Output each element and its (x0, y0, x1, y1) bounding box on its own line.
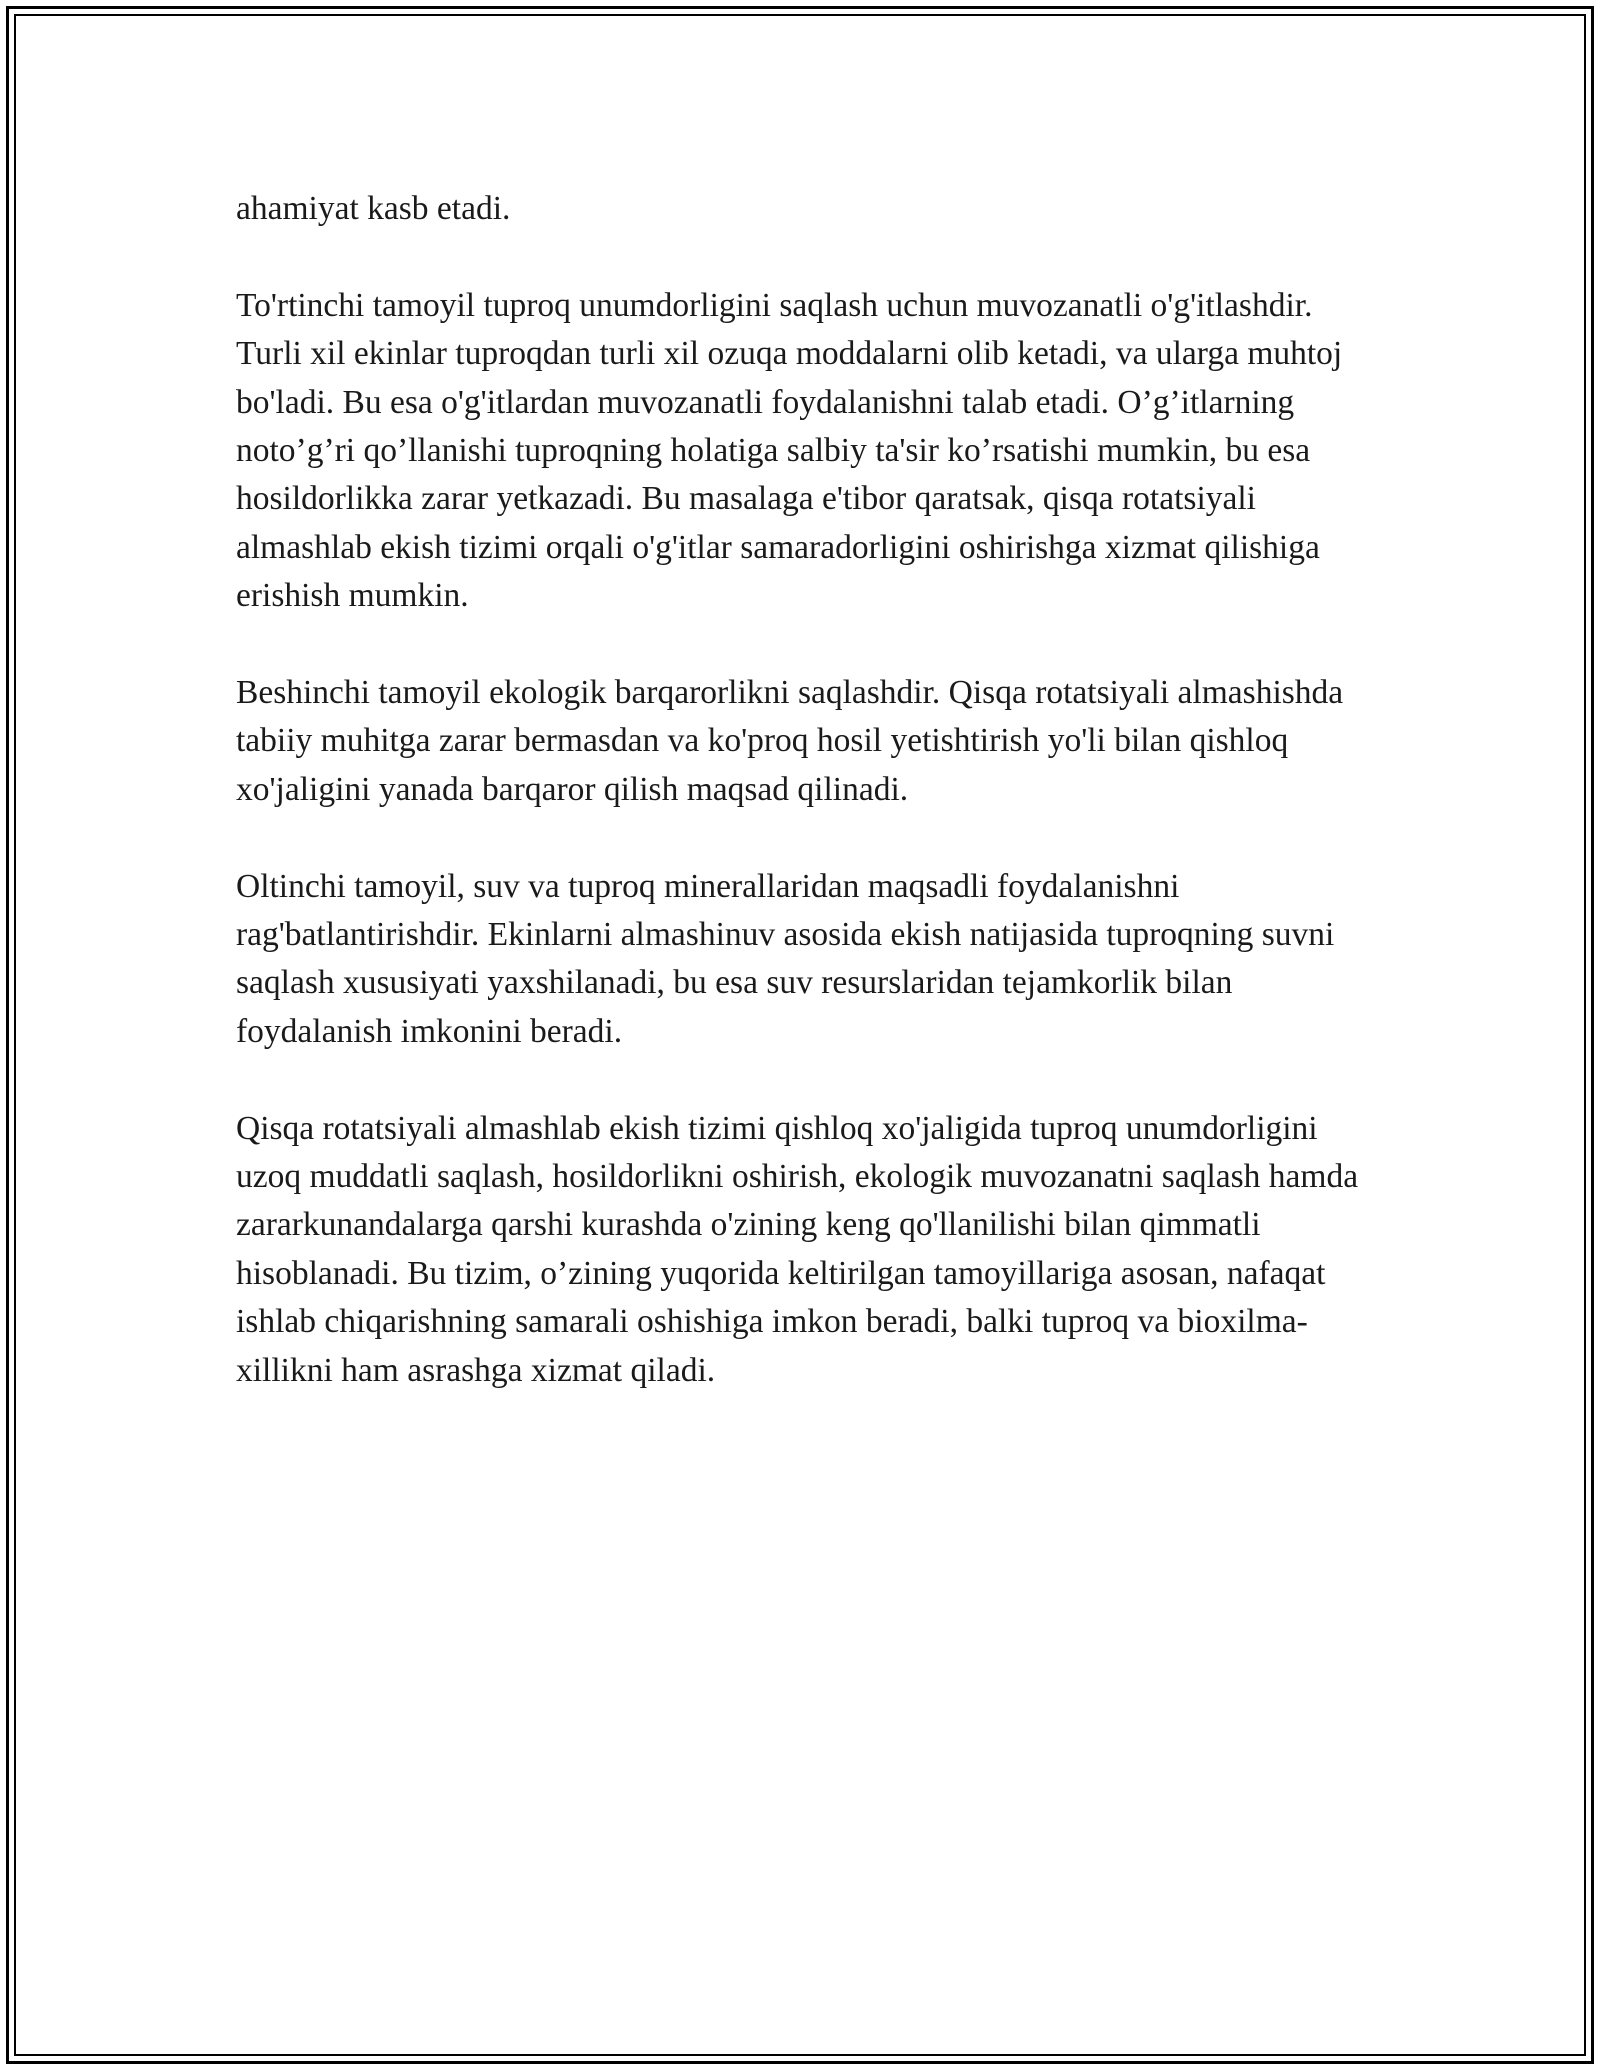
paragraph-continuation: ahamiyat kasb etadi. (236, 190, 511, 227)
paragraph-fifth-principle: Beshinchi tamoyil ekologik barqarorlikni saqlashdir. Qisqa rotatsiyali almashishda tabiiy muhitga zarar bermasdan va ko'proq hosil yetishtirish yo'li bilan qishloq xo'jaligini yanada barqaror qilish maqsad qilinadi. (236, 674, 1344, 808)
paragraph-conclusion: Qisqa rotatsiyali almashlab ekish tizimi qishloq xo'jaligida tuproq unumdorligini uzoq muddatli saqlash, hosildorlikni oshirish, ekologik muvozanatni saqlash hamda zararkunandalarga qarshi kurashda o'zining keng qo'llanilishi bilan qimmatli hisoblanadi. Bu tizim, o’zining yuqorida keltirilgan tamoyillariga asosan, nafaqat ishlab chiqarishning samarali oshishiga imkon beradi, balki tuproq va bioxilma-xillikni ham asrashga xizmat qiladi. (236, 1109, 1359, 1389)
document-body (236, 185, 1366, 1395)
paragraph-sixth-principle: Oltinchi tamoyil, suv va tuproq minerallaridan maqsadli foydalanishni rag'batlantirishdir. Ekinlarni almashinuv asosida ekish natijasida tuproqning suvni saqlash xususiyati yaxshilanadi, bu esa suv resurslaridan tejamkorlik bilan foydalanish imkonini beradi. (236, 867, 1335, 1050)
paragraph-fourth-principle: To'rtinchi tamoyil tuproq unumdorligini saqlash uchun muvozanatli o'g'itlashdir. Turli xil ekinlar tuproqdan turli xil ozuqa moddalarni olib ketadi, va ularga muhtoj bo'ladi. Bu esa o'g'itlardan muvozanatli foydalanishni talab etadi. O’g’itlarning noto’g’ri qo’llanishi tuproqning holatiga salbiy ta'sir ko’rsatishi mumkin, bu esa hosildorlikka zarar yetkazadi. Bu masalaga e'tibor qaratsak, qisqa rotatsiyali almashlab ekish tizimi orqali o'g'itlar samaradorligini oshirishga xizmat qilishiga erishish mumkin. (236, 286, 1343, 615)
